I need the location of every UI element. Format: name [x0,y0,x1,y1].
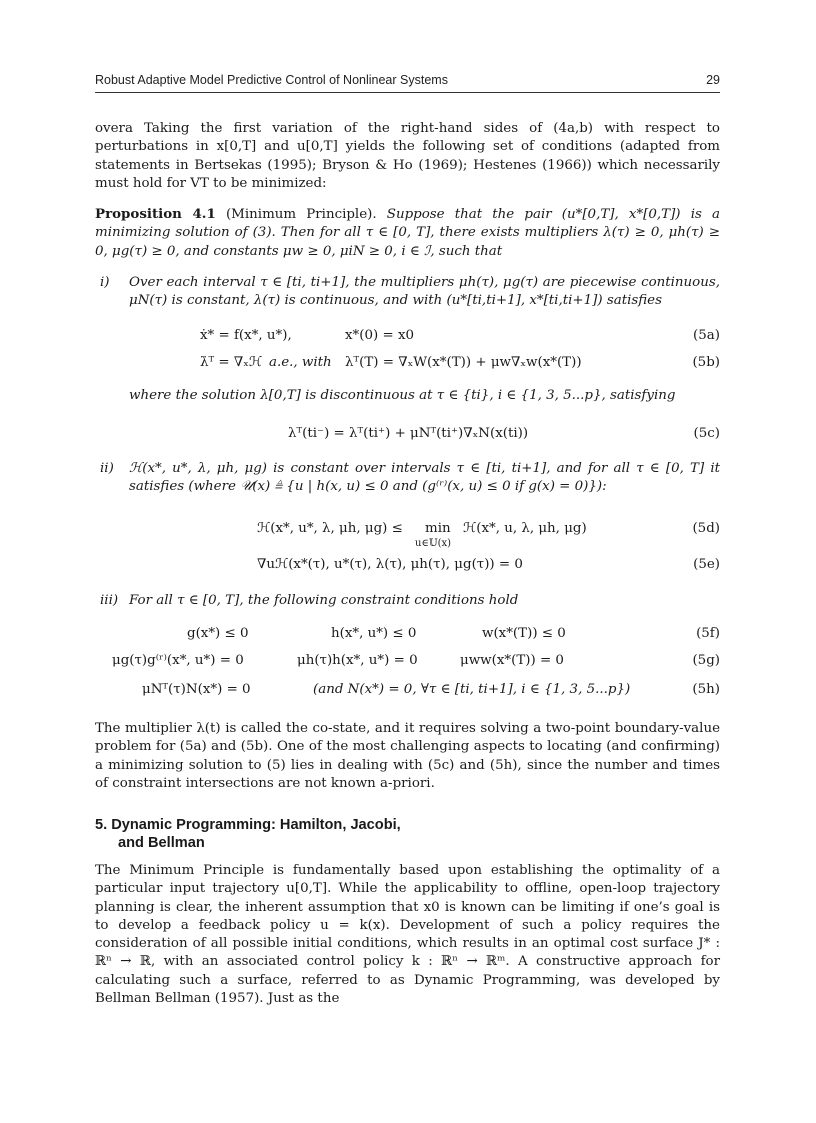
eq-5g-c2: μh(τ)h(x*, u*) = 0 [297,653,418,668]
eq-5h-number: (5h) [692,682,720,697]
eq-5b-lhs: λ̇ᵀ = ∇ₓℋ [200,355,263,370]
section-heading-line2: and Bellman [118,835,205,851]
costate-paragraph: The multiplier λ(t) is called the co-state, and it requires solving a two-point boundary-value problem for (5a) and (5b). One of the most challenging aspects to locating (and confirming) a minimizing solution to (5) lies in dealing with (5c) and (5h), since the number and times of constraint intersections are not known a-priori. [95,721,720,791]
eq-5d-sub: u∈𝕌(x) [415,538,452,549]
proposition-name: (Minimum Principle). [225,207,377,222]
where-line: where the solution λ[0,T] is discontinuous at τ ∈ {ti}, i ∈ {1, 3, 5...p}, satisfying [129,388,676,403]
eq-5d-number: (5d) [692,521,720,536]
item-iii-text: For all τ ∈ [0, T], the following constraint conditions hold [129,593,519,608]
eq-5f-c2: h(x*, u*) ≤ 0 [331,626,417,641]
eq-5a-rhs: x*(0) = x0 [345,328,415,343]
eq-5a-lhs: ẋ* = f(x*, u*), [200,328,292,343]
item-i-label: i) [100,275,110,290]
eq-5h-c2: (and N(x*) = 0, ∀τ ∈ [ti, ti+1], i ∈ {1, 3, 5...p}) [313,682,631,697]
eq-5b-number: (5b) [692,355,720,370]
eq-5e-number: (5e) [693,557,720,572]
eq-5a-number: (5a) [693,328,720,343]
eq-5b-mid: a.e., with [269,355,332,370]
eq-5c: λᵀ(ti⁻) = λᵀ(ti⁺) + μNᵀ(ti⁺)∇ₓN(x(ti)) [288,426,529,441]
header-rule [95,92,720,93]
section-heading-line1: 5. Dynamic Programming: Hamilton, Jacobi, [95,817,401,833]
intro-paragraph: overa Taking the first variation of the right-hand sides of (4a,b) with respect to perturbations in x[0,T] and u[0,T] yields the following set of conditions (adapted from statements in Bertsekas (1995); Bryson & Ho (1969); Hestenes (1966)) which necessarily must hold for VT to be minimized: [95,121,720,191]
eq-5f-number: (5f) [696,626,720,641]
eq-5e: ∇uℋ(x*(τ), u*(τ), λ(τ), μh(τ), μg(τ)) = 0 [257,557,523,572]
eq-5g-c1: μg(τ)g⁽ʳ⁾(x*, u*) = 0 [112,653,244,668]
eq-5g-c3: μww(x*(T)) = 0 [460,653,564,668]
dp-paragraph: The Minimum Principle is fundamentally based upon establishing the optimality of a particular input trajectory u[0,T]. While the applicability to offline, open-loop trajectory planning is clear, the inherent assumption that x0 is known can be limiting if one’s goal is to develop a feedback policy u = k(x). Development of such a policy requires the consideration of all possible initial conditions, which results in an optimal cost surface J* : ℝⁿ → ℝ, with an associated control policy k : ℝⁿ → ℝᵐ. A constructive approach for calculating such a surface, referred to as Dynamic Programming, was developed by Bellman Bellman (1957). Just as the [95,863,720,1007]
proposition-label: Proposition 4.1 [95,206,216,222]
eq-5b-rhs: λᵀ(T) = ∇ₓW(x*(T)) + μw∇ₓw(x*(T)) [345,355,582,370]
eq-5d-lhs: ℋ(x*, u*, λ, μh, μg) ≤ [257,521,403,536]
proposition-statement: Suppose that the pair (u*[0,T], x*[0,T]) is a minimizing solution of (3). Then for all τ ∈ [0, T], there exists multipliers λ(τ) ≥ 0, μh(τ) ≥ 0, μg(τ) ≥ 0, and constants μw ≥ 0, μiN ≥ 0, i ∈ ℐ, such that [95,207,720,259]
item-i-text: Over each interval τ ∈ [ti, ti+1], the multipliers μh(τ), μg(τ) are piecewise continuous, μN(τ) is constant, λ(τ) is continuous, and with (u*[ti,ti+1], x*[ti,ti+1]) satisfies [129,275,720,309]
eq-5f-c1: g(x*) ≤ 0 [187,626,249,641]
running-title: Robust Adaptive Model Predictive Control of Nonlinear Systems [95,73,448,87]
eq-5d-rhs: ℋ(x*, u, λ, μh, μg) [463,521,587,536]
page-number: 29 [706,73,720,87]
running-header [95,73,720,91]
item-ii-label: ii) [100,461,114,476]
eq-5f-c3: w(x*(T)) ≤ 0 [482,626,566,641]
item-iii-label: iii) [100,593,119,608]
eq-5d-op: min [425,521,451,536]
section-heading [95,816,401,852]
eq-5c-number: (5c) [693,426,720,441]
eq-5h-c1: μNᵀ(τ)N(x*) = 0 [142,682,251,697]
proposition-block [95,205,720,261]
eq-5g-number: (5g) [692,653,720,668]
item-ii-text: ℋ(x*, u*, λ, μh, μg) is constant over intervals τ ∈ [ti, ti+1], and for all τ ∈ [0, T] it satisfies (where 𝒰(x) ≜ {u | h(x, u) ≤ 0 and (g⁽ʳ⁾(x, u) ≤ 0 if g(x) = 0)}): [129,461,720,495]
